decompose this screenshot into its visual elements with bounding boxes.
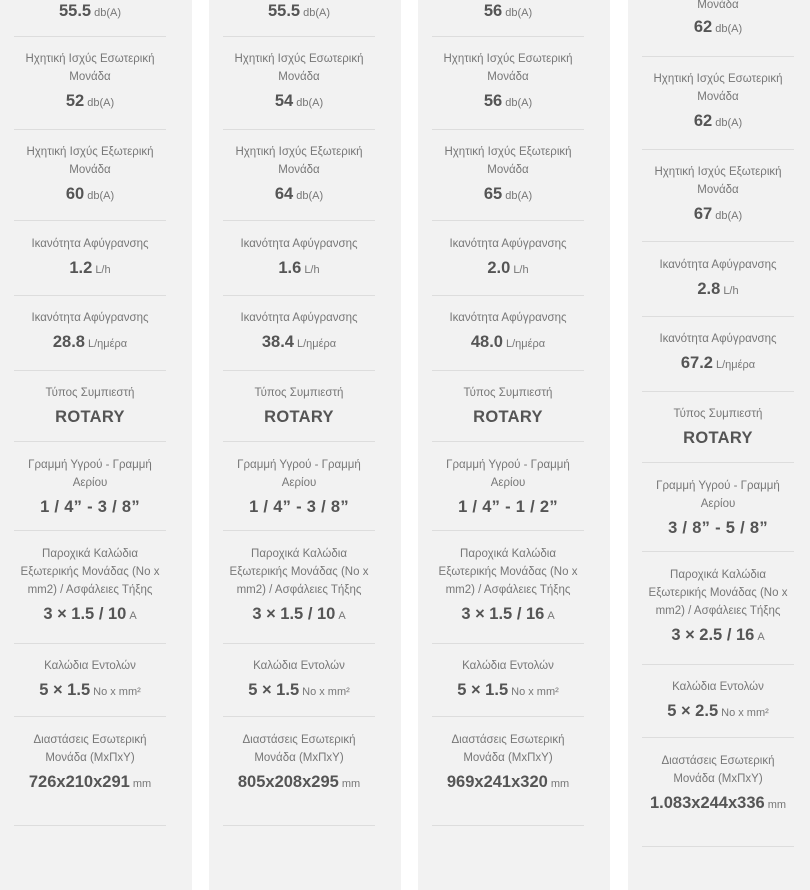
spec-value: 38.4: [261, 333, 294, 351]
spec-label: Καλώδια Εντολών: [672, 681, 764, 693]
spec-cell-control-cables: [223, 644, 375, 717]
spec-cell-control-cables: [432, 644, 584, 717]
spec-cell-pipes: [432, 442, 584, 531]
spec-value: ROTARY: [264, 408, 334, 426]
spec-label: Ικανότητα Αφύγρανσης: [659, 259, 777, 271]
spec-value: 67.2: [680, 354, 713, 372]
spec-cell-top: [223, 0, 375, 37]
spec-unit: A: [547, 610, 555, 622]
spec-cell-indoor-noise: [432, 37, 584, 130]
spec-unit: A: [338, 610, 346, 622]
spec-cell-dehumidify-hour: [14, 221, 166, 296]
spec-cell-indoor-noise: [223, 37, 375, 130]
spec-cell-outdoor-noise: [642, 150, 794, 242]
spec-unit: db(A): [94, 7, 122, 19]
spec-label: Παροχικά Καλώδια Εξωτερικής Μονάδας (No x mm2) / Ασφάλειες Τήξης: [438, 548, 578, 596]
spec-unit: L/h: [304, 264, 320, 276]
spec-cell-dehumidify-hour: [223, 221, 375, 296]
spec-label: Ηχητική Ισχύς Εσωτερική Μονάδα: [25, 53, 155, 83]
spec-unit: No x mm²: [721, 707, 769, 719]
spec-label: Καλώδια Εντολών: [44, 660, 136, 672]
spec-unit: mm: [767, 799, 787, 811]
spec-unit: db(A): [296, 97, 324, 109]
product-column-3: [418, 0, 610, 890]
spec-unit: L/ημέρα: [715, 359, 756, 371]
spec-value: 28.8: [52, 333, 85, 351]
spec-unit: A: [129, 610, 137, 622]
spec-label: Διαστάσεις Εσωτερική Μονάδα (ΜxΠxΥ): [33, 734, 147, 764]
spec-cell-indoor-noise: [14, 37, 166, 130]
spec-unit: L/h: [95, 264, 111, 276]
spec-unit: db(A): [715, 117, 743, 129]
spec-value: 60: [65, 185, 85, 203]
spec-label: Ηχητική Ισχύς Εξωτερική Μονάδα: [444, 146, 572, 176]
spec-value: 64: [274, 185, 294, 203]
spec-cell-compressor: [14, 371, 166, 442]
spec-value: ROTARY: [473, 408, 543, 426]
spec-value: 2.8: [697, 280, 721, 298]
product-column-2: [209, 0, 401, 890]
spec-cell-dimensions: [432, 717, 584, 826]
spec-cell-power-cables: [642, 552, 794, 665]
spec-cell-compressor: [642, 392, 794, 463]
spec-unit: L/h: [723, 285, 739, 297]
spec-unit: db(A): [87, 97, 115, 109]
spec-cell-dimensions: [14, 717, 166, 826]
spec-cell-dehumidify-day: [432, 296, 584, 371]
spec-value: 3 × 1.5 / 10: [252, 605, 336, 623]
spec-value: 5 × 2.5: [667, 702, 719, 720]
spec-label: Καλώδια Εντολών: [462, 660, 554, 672]
spec-cell-dimensions: [642, 738, 794, 847]
spec-label: Ηχητική Ισχύς Εξωτερική Μονάδα: [26, 146, 154, 176]
spec-cell-outdoor-noise: [14, 130, 166, 221]
spec-value: 5 × 1.5: [457, 681, 509, 699]
spec-value: 1 / 4” - 3 / 8”: [249, 498, 349, 516]
spec-cell-top: [642, 0, 794, 57]
spec-unit: db(A): [715, 23, 743, 35]
spec-value: 55.5: [58, 2, 92, 20]
spec-label: Ικανότητα Αφύγρανσης: [659, 333, 777, 345]
spec-label: Ηχητική Ισχύς Εσωτερική Μονάδα: [234, 53, 364, 83]
spec-value: 65: [483, 185, 503, 203]
spec-label: Ικανότητα Αφύγρανσης: [240, 312, 358, 324]
spec-value: 3 × 2.5 / 16: [671, 626, 755, 644]
spec-unit: db(A): [715, 210, 743, 222]
spec-unit: db(A): [505, 190, 533, 202]
spec-label: Γραμμή Υγρού - Γραμμή Αερίου: [237, 459, 361, 489]
spec-value: 726x210x291: [28, 773, 130, 791]
spec-cell-indoor-noise: [642, 57, 794, 150]
spec-value: 62: [693, 18, 713, 36]
spec-value: 56: [483, 2, 503, 20]
spec-value: 1.083x244x336: [649, 794, 765, 812]
spec-unit: db(A): [505, 7, 533, 19]
spec-cell-control-cables: [14, 644, 166, 717]
spec-value: 62: [693, 112, 713, 130]
spec-label: Γραμμή Υγρού - Γραμμή Αερίου: [28, 459, 152, 489]
spec-value: 3 × 1.5 / 10: [43, 605, 127, 623]
spec-label: Ικανότητα Αφύγρανσης: [449, 238, 567, 250]
spec-unit: No x mm²: [511, 686, 559, 698]
spec-cell-pipes: [642, 463, 794, 552]
spec-cell-pipes: [223, 442, 375, 531]
spec-label: Ηχητική Ισχύς Εσωτερική Μονάδα: [653, 73, 783, 103]
spec-label: Ηχητική Ισχύς Εξωτερική Μονάδα: [654, 166, 782, 196]
spec-cell-dimensions: [223, 717, 375, 826]
spec-unit: L/ημέρα: [87, 338, 128, 350]
spec-label: Διαστάσεις Εσωτερική Μονάδα (ΜxΠxΥ): [242, 734, 356, 764]
spec-value: 1 / 4” - 3 / 8”: [40, 498, 140, 516]
product-column-4: [628, 0, 810, 890]
spec-cell-control-cables: [642, 665, 794, 738]
spec-value: 1.6: [278, 259, 302, 277]
spec-cell-compressor: [223, 371, 375, 442]
spec-label: Καλώδια Εντολών: [253, 660, 345, 672]
spec-cell-dehumidify-day: [223, 296, 375, 371]
spec-label: Ικανότητα Αφύγρανσης: [240, 238, 358, 250]
spec-label: Παροχικά Καλώδια Εξωτερικής Μονάδας (No x mm2) / Ασφάλειες Τήξης: [20, 548, 160, 596]
spec-value: 1 / 4” - 1 / 2”: [458, 498, 558, 516]
spec-label: Τύπος Συμπιεστή: [463, 387, 553, 399]
spec-label: Ικανότητα Αφύγρανσης: [449, 312, 567, 324]
spec-cell-top: [14, 0, 166, 37]
spec-unit: db(A): [505, 97, 533, 109]
spec-label: Τύπος Συμπιεστή: [673, 408, 763, 420]
spec-unit: mm: [132, 778, 152, 790]
spec-label: Ικανότητα Αφύγρανσης: [31, 238, 149, 250]
spec-value: 56: [483, 92, 503, 110]
spec-cell-pipes: [14, 442, 166, 531]
spec-value: 2.0: [487, 259, 511, 277]
spec-value: 3 / 8” - 5 / 8”: [668, 519, 768, 537]
spec-value: 52: [65, 92, 85, 110]
spec-label: Διαστάσεις Εσωτερική Μονάδα (ΜxΠxΥ): [451, 734, 565, 764]
spec-value: 969x241x320: [446, 773, 548, 791]
spec-cell-power-cables: [223, 531, 375, 644]
spec-label: Τύπος Συμπιεστή: [254, 387, 344, 399]
spec-unit: A: [757, 631, 765, 643]
spec-unit: No x mm²: [93, 686, 141, 698]
spec-label: Ηχητική Ισχύς Εξωτερική Μονάδα: [235, 146, 363, 176]
spec-unit: L/h: [513, 264, 529, 276]
spec-label: Τύπος Συμπιεστή: [45, 387, 135, 399]
product-column-1: [0, 0, 192, 890]
spec-value: 5 × 1.5: [39, 681, 91, 699]
spec-cell-top: [432, 0, 584, 37]
spec-unit: mm: [341, 778, 361, 790]
spec-value: 3 × 1.5 / 16: [461, 605, 545, 623]
spec-unit: No x mm²: [302, 686, 350, 698]
spec-value: 54: [274, 92, 294, 110]
spec-unit: mm: [550, 778, 570, 790]
spec-label: Ηχητική Ισχύς Εσωτερική Μονάδα: [443, 53, 573, 83]
spec-label: Διαστάσεις Εσωτερική Μονάδα (ΜxΠxΥ): [661, 755, 775, 785]
spec-label: Μονάδα: [697, 0, 739, 11]
spec-unit: L/ημέρα: [296, 338, 337, 350]
spec-cell-outdoor-noise: [223, 130, 375, 221]
spec-cell-compressor: [432, 371, 584, 442]
spec-cell-dehumidify-day: [14, 296, 166, 371]
spec-unit: L/ημέρα: [505, 338, 546, 350]
spec-label: Ικανότητα Αφύγρανσης: [31, 312, 149, 324]
spec-value: 55.5: [267, 2, 301, 20]
spec-value: 1.2: [69, 259, 93, 277]
spec-label: Παροχικά Καλώδια Εξωτερικής Μονάδας (No x mm2) / Ασφάλειες Τήξης: [648, 569, 788, 617]
spec-value: 67: [693, 205, 713, 223]
spec-value: 48.0: [470, 333, 503, 351]
spec-value: ROTARY: [55, 408, 125, 426]
spec-unit: db(A): [87, 190, 115, 202]
spec-value: ROTARY: [683, 429, 753, 447]
spec-unit: db(A): [296, 190, 324, 202]
spec-unit: db(A): [303, 7, 331, 19]
spec-label: Γραμμή Υγρού - Γραμμή Αερίου: [446, 459, 570, 489]
spec-cell-power-cables: [432, 531, 584, 644]
spec-label: Γραμμή Υγρού - Γραμμή Αερίου: [656, 480, 780, 510]
spec-value: 5 × 1.5: [248, 681, 300, 699]
spec-cell-dehumidify-day: [642, 317, 794, 392]
spec-cell-outdoor-noise: [432, 130, 584, 221]
spec-value: 805x208x295: [237, 773, 339, 791]
spec-cell-power-cables: [14, 531, 166, 644]
spec-cell-dehumidify-hour: [642, 242, 794, 317]
spec-cell-dehumidify-hour: [432, 221, 584, 296]
spec-label: Παροχικά Καλώδια Εξωτερικής Μονάδας (No x mm2) / Ασφάλειες Τήξης: [229, 548, 369, 596]
